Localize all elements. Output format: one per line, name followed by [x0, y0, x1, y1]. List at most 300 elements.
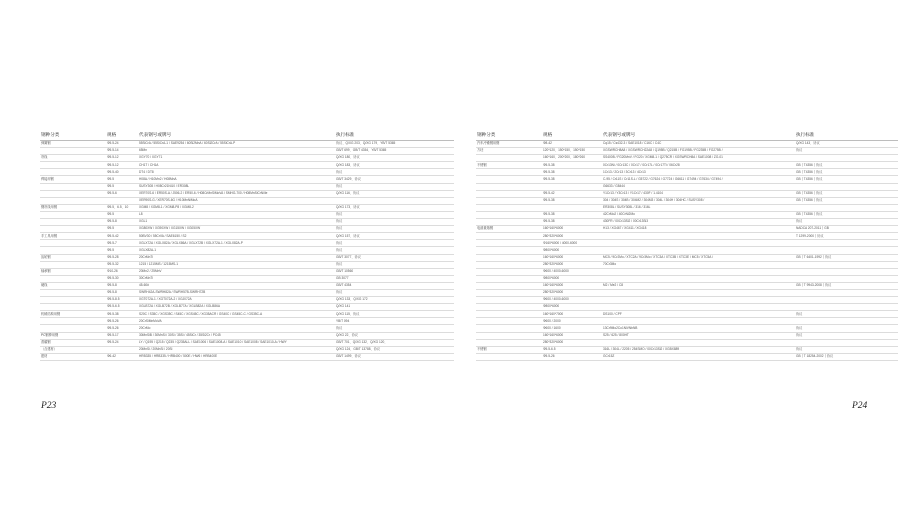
cell-standard: 协议: [335, 226, 454, 233]
cell-steel-category: 焊接用钢: [40, 176, 106, 183]
cell-standard: 协议: [335, 211, 454, 218]
cell-grade-names: XGM8 / XGM8-1 / XGM8-P8 / XGM8-2: [138, 204, 335, 211]
cell-standard: GB丨T4356丨协议: [795, 176, 898, 183]
table-row: [476, 268, 898, 275]
cell-grade-names: [602, 240, 795, 247]
cell-standard: 协议: [795, 346, 898, 353]
cell-steel-category: [476, 304, 542, 311]
cell-specification: 160*160*6000: [542, 254, 602, 261]
table-row: [476, 282, 898, 289]
cell-specification: Φ800*6000: [542, 304, 602, 311]
cell-standard: Q/XG 133、Q/XG 172: [335, 297, 454, 304]
cell-standard: [795, 339, 898, 346]
cell-grade-names: 316L / 304L / 2205 / 254SMO / 00Cr13Si2 / XGBX889: [602, 346, 795, 353]
cell-grade-names: DT4 / DT8: [138, 169, 335, 176]
cell-steel-category: [40, 162, 106, 169]
right-page: [476, 126, 890, 361]
cell-steel-category: [40, 275, 106, 282]
cell-grade-names: [602, 297, 795, 304]
cell-standard: Q/XG 141: [335, 304, 454, 311]
cell-specification: Φ5.5-8.5: [106, 297, 138, 304]
cell-specification: Φ5.5: [106, 176, 138, 183]
table-row: [40, 304, 454, 311]
table-row: [476, 183, 898, 190]
cell-steel-category: [476, 275, 542, 282]
cell-steel-category: 电渣重熔钢: [476, 226, 542, 233]
cell-steel-category: [40, 219, 106, 226]
cell-grade-names: DS100 / CPF: [602, 311, 795, 318]
cell-grade-names: XER70S-6 / ER50S-A / J506-2 / ER50-6 / H08CrMnSiMoVA / SMHG-700 / H08MnSiCrNiIIe: [138, 190, 335, 197]
table-row: [40, 197, 454, 204]
table-row: [40, 155, 454, 162]
cell-specification: Φ5.5-26: [106, 325, 138, 332]
cell-grade-names: 20Mn2 / 25MnV: [138, 268, 335, 275]
cell-standard: GB/T 699、GB/T 4354、YB/T 5365: [335, 148, 454, 155]
cell-steel-category: 汽车冷镦钢用钢: [476, 141, 542, 148]
cell-standard: 协议: [335, 247, 454, 254]
cell-specification: Φ5.5: [106, 183, 138, 190]
cell-standard: Q/XG 124、GB/T 13788、协议: [335, 346, 454, 353]
cell-grade-names: SUSY308 / H08Cr21Ni10 / ER308L: [138, 183, 335, 190]
cell-steel-category: [476, 282, 542, 289]
cell-standard: GB丨T4356丨协议: [795, 197, 898, 204]
cell-grade-names: XER90S-G / XER70S-6G / H10MnNiMoA: [138, 197, 335, 204]
cell-grade-names: XGY70 / XGY71: [138, 155, 335, 162]
cell-steel-category: [476, 325, 542, 332]
cell-grade-names: HRB335 / HRB335 / HRB400 / 500E / HW6 / HRB400E: [138, 353, 335, 360]
cell-standard: GB/T 10560: [335, 268, 454, 275]
table-row: [40, 311, 454, 318]
table-row: [476, 339, 898, 346]
cell-specification: Φ5.5-6.5: [542, 346, 602, 353]
cell-grade-names: 65Mn: [138, 148, 335, 155]
cell-standard: GB/T 3429、协议: [335, 176, 454, 183]
cell-steel-category: [40, 297, 106, 304]
cell-steel-category: [476, 240, 542, 247]
cell-grade-names: [602, 233, 795, 240]
table-row: [40, 254, 454, 261]
cell-standard: [795, 247, 898, 254]
cell-specification: 160*160*6000: [542, 282, 602, 289]
cell-specification: Φ5.5-17: [106, 332, 138, 339]
cell-standard: 协议: [795, 311, 898, 318]
cell-specification: Φ5.5: [106, 247, 138, 254]
left-page: [40, 126, 446, 361]
cell-standard: [795, 318, 898, 325]
table-row: [40, 318, 454, 325]
table-row: [40, 148, 454, 155]
cell-grade-names: GCr15Z: [602, 353, 795, 360]
table-row: [40, 211, 454, 218]
cell-steel-category: [476, 247, 542, 254]
table-row: [476, 247, 898, 254]
cell-specification: Φ5.5-40: [106, 169, 138, 176]
cell-grade-names: 30CrMnTi: [138, 275, 335, 282]
table-row: [476, 304, 898, 311]
cell-specification: 160*160*6000: [542, 332, 602, 339]
cell-steel-category: 齿轮钢: [40, 254, 106, 261]
table-header-row: [40, 126, 454, 141]
cell-specification: Φ5.5: [106, 226, 138, 233]
cell-standard: 协议: [795, 325, 898, 332]
cell-grade-names: LY / Q195 / Q215 / Q235 / Q235ALL / SAE1006 / SAE1008-A / SAE1010 / SAE1008 / SAE1010-A / HWY: [138, 339, 335, 346]
table-row: [476, 197, 898, 204]
page-number-left: P23: [41, 401, 57, 411]
cell-standard: 协议: [795, 219, 898, 226]
cell-grade-names: H13 / XG467 / XG411 / XG418: [602, 226, 795, 233]
cell-standard: [795, 268, 898, 275]
cell-standard: [795, 304, 898, 311]
cell-grade-names: 45-60#: [138, 282, 335, 289]
cell-grade-names: Cq15 / Cs432-3 / SAE1018 / C16C / C4C: [602, 141, 795, 148]
cell-standard: 协议: [335, 325, 454, 332]
cell-steel-category: [40, 325, 106, 332]
header-grade-names: 代表钢号或牌号: [138, 126, 335, 141]
table-body-right: [476, 141, 898, 361]
cell-steel-category: [476, 353, 542, 360]
header-steel-category: 钢种分类: [40, 126, 106, 141]
table-row: [40, 289, 454, 296]
cell-specification: Φ600 / 4000-6000: [542, 268, 602, 275]
cell-grade-names: 20CrSiMnMoVA: [138, 318, 335, 325]
cell-grade-names: S20C / S35C / XGS35C / S45C / XGS45C / XG35ACR / GS40C / GS45C-C / GS35C-A: [138, 311, 335, 318]
table-row: [476, 311, 898, 318]
cell-steel-category: [40, 247, 106, 254]
table-row: [40, 204, 454, 211]
cell-standard: GB丨T 6401-1992丨协议: [795, 254, 898, 261]
cell-grade-names: [602, 289, 795, 296]
header-standard: 执行标准: [795, 126, 898, 141]
cell-steel-category: [476, 289, 542, 296]
cell-specification: Φ5.5-6: [106, 190, 138, 197]
cell-grade-names: G6633 / G8444: [602, 183, 795, 190]
cell-standard: 协议: [335, 183, 454, 190]
steel-grade-table-left: [40, 126, 454, 361]
cell-standard: Q/XG 115、协议: [335, 311, 454, 318]
cell-steel-category: [476, 219, 542, 226]
cell-standard: Q/XG 143、协议: [795, 141, 898, 148]
cell-standard: Q/XG 157、协议: [335, 233, 454, 240]
table-row: [476, 275, 898, 282]
cell-specification: Φ5.5-8: [106, 282, 138, 289]
cell-steel-category: [476, 169, 542, 176]
cell-steel-category: [476, 297, 542, 304]
cell-steel-category: [40, 289, 106, 296]
cell-specification: Φ600 / 2000: [542, 318, 602, 325]
table-row: [476, 261, 898, 268]
cell-steel-category: （含建材）: [40, 346, 106, 353]
cell-standard: GB丨T4356丨协议: [795, 162, 898, 169]
cell-grade-names: 430FR / 00Cr13Si2 / 00Cr13Si3: [602, 219, 795, 226]
cell-specification: 280*320*6000: [542, 233, 602, 240]
cell-standard: 协议: [335, 169, 454, 176]
cell-standard: [795, 289, 898, 296]
table-row: [476, 155, 898, 162]
table-row: [476, 332, 898, 339]
table-row: [476, 162, 898, 169]
cell-grade-names: [602, 247, 795, 254]
cell-steel-category: 帘线: [40, 155, 106, 162]
cell-standard: 协议: [335, 289, 454, 296]
cell-grade-names: XGLX82A-1: [138, 247, 335, 254]
header-grade-names: 代表钢号或牌号: [602, 126, 795, 141]
cell-standard: 协议: [795, 148, 898, 155]
cell-grade-names: XGLX72A / XGLX82A / XGLX86A / XGLX72B / XGLX72A-1 / XGLX82A-P: [138, 240, 335, 247]
cell-steel-category: 弹簧钢: [40, 141, 106, 148]
cell-steel-category: [476, 268, 542, 275]
cell-standard: [795, 240, 898, 247]
cell-specification: Φ5.5-26: [542, 353, 602, 360]
cell-steel-category: [476, 318, 542, 325]
table-row: [476, 204, 898, 211]
cell-standard: [335, 197, 454, 204]
table-row: [476, 353, 898, 360]
cell-steel-category: [40, 169, 106, 176]
cell-grade-names: Y1Cr13 / Y3Cr13 / Y1Cr17 / 430F / 1.4104: [602, 190, 795, 197]
cell-grade-names: SWRH42A-SWRH82A / SWRH57B-SWRH72B: [138, 289, 335, 296]
table-header-row: [476, 126, 898, 141]
cell-standard: GB/T 1499、协议: [335, 353, 454, 360]
cell-standard: [795, 155, 898, 162]
cell-grade-names: [602, 318, 795, 325]
cell-steel-category: [40, 211, 106, 218]
cell-grade-names: [602, 275, 795, 282]
cell-standard: GB丨T 18254-2002丨协议: [795, 353, 898, 360]
header-standard: 执行标准: [335, 126, 454, 141]
cell-steel-category: 不锈钢: [476, 162, 542, 169]
cell-steel-category: [40, 261, 106, 268]
cell-steel-category: [476, 254, 542, 261]
table-row: [476, 233, 898, 240]
table-row: [40, 346, 454, 353]
cell-steel-category: 建材: [40, 353, 106, 360]
cell-standard: 协议: [335, 261, 454, 268]
cell-specification: Φ800*6000: [542, 247, 602, 254]
table-row: [476, 219, 898, 226]
cell-grade-names: [602, 268, 795, 275]
header-specification: 规格: [106, 126, 138, 141]
table-row: [476, 226, 898, 233]
cell-grade-names: 55SiCrA / 55SiCrA-1 / SAE9254 / 60Si2MnA / 60Si2CrA / 55SiCrA-P: [138, 141, 335, 148]
cell-grade-names: 20MnSi / 20MnSi / 20Si: [138, 346, 335, 353]
cell-specification: [106, 346, 138, 353]
cell-standard: T 1299-2000丨协议: [795, 233, 898, 240]
cell-steel-category: [40, 148, 106, 155]
cell-steel-category: [40, 240, 106, 247]
cell-specification: Φ5.5-38: [542, 162, 602, 169]
table-row: [40, 339, 454, 346]
cell-specification: Φ5.5-42: [542, 190, 602, 197]
cell-steel-category: [476, 311, 542, 318]
table-row: [40, 332, 454, 339]
cell-standard: 协议: [795, 332, 898, 339]
cell-steel-category: PC钢棒用钢: [40, 332, 106, 339]
cell-steel-category: [476, 155, 542, 162]
cell-steel-category: [476, 190, 542, 197]
cell-specification: Φ5.5-14: [106, 148, 138, 155]
cell-standard: GB丨T4356丨协议: [795, 169, 898, 176]
cell-standard: GB/T 701、Q/XG 132、Q/XG 120、: [335, 339, 454, 346]
cell-steel-category: [476, 261, 542, 268]
header-specification: 规格: [542, 126, 602, 141]
cell-specification: Φ600 / 1600: [542, 325, 602, 332]
cell-steel-category: [476, 204, 542, 211]
cell-specification: Φ5.5-38: [542, 211, 602, 218]
cell-standard: 协议: [335, 240, 454, 247]
cell-specification: [542, 204, 602, 211]
table-row: [476, 176, 898, 183]
cell-specification: 120*120、150*150、150*150: [542, 148, 602, 155]
cell-specification: Φ5.5-24: [106, 339, 138, 346]
table-row: [476, 325, 898, 332]
table-row: [476, 190, 898, 197]
cell-specification: 280*320*6000: [542, 289, 602, 296]
cell-specification: Φ160*6000 / 4000-6000: [542, 240, 602, 247]
table-row: [40, 325, 454, 332]
cell-grade-names: [602, 339, 795, 346]
cell-specification: Φ5.5-12: [106, 155, 138, 162]
cell-standard: 协议: [335, 219, 454, 226]
cell-specification: Φ5.5: [106, 211, 138, 218]
cell-specification: Φ5.5-24: [106, 141, 138, 148]
cell-standard: [795, 183, 898, 190]
cell-grade-names: 42CrMo2 / 40CrNi2Mo: [602, 211, 795, 218]
cell-steel-category: [40, 318, 106, 325]
header-steel-category: 钢种分类: [476, 126, 542, 141]
table-row: [40, 233, 454, 240]
cell-standard: YB/T 094: [335, 318, 454, 325]
table-row: [40, 353, 454, 360]
cell-grade-names: CH1T / CH1A: [138, 162, 335, 169]
cell-steel-category: 硬线: [40, 282, 106, 289]
cell-standard: GB丨T4356丨协议: [795, 190, 898, 197]
cell-steel-category: [476, 332, 542, 339]
cell-steel-category: [40, 197, 106, 204]
cell-steel-category: [40, 183, 106, 190]
cell-specification: Φ5.5-6.5: [106, 304, 138, 311]
steel-grade-table-right: [476, 126, 898, 361]
cell-steel-category: [40, 226, 106, 233]
cell-steel-category: 不锈钢: [476, 346, 542, 353]
cell-specification: 280*320*6000: [542, 339, 602, 346]
cell-steel-category: [476, 197, 542, 204]
table-row: [476, 240, 898, 247]
cell-steel-category: [476, 176, 542, 183]
cell-grade-names: M2 / Me2 / C8: [602, 282, 795, 289]
cell-standard: Q/XG 22、协议: [335, 332, 454, 339]
table-row: [40, 226, 454, 233]
table-row: [40, 297, 454, 304]
cell-specification: Φ5.5-38: [542, 219, 602, 226]
cell-grade-names: 70Cr3Mo: [602, 261, 795, 268]
cell-specification: 160*160、200*200、180*260: [542, 155, 602, 162]
table-row: [40, 240, 454, 247]
cell-standard: GB/T 4354: [335, 282, 454, 289]
cell-specification: Φ5.5、6.5、10: [106, 204, 138, 211]
cell-grade-names: S25 / 625 / 800HT: [602, 332, 795, 339]
cell-standard: [795, 297, 898, 304]
cell-grade-names: 1215 / 1215MS / 1215MS-1: [138, 261, 335, 268]
cell-standard: GB 3077: [335, 275, 454, 282]
cell-grade-names: XGL1: [138, 219, 335, 226]
cell-steel-category: 钢帘线用钢: [40, 204, 106, 211]
cell-specification: Φ5.5-30: [106, 275, 138, 282]
cell-specification: Φ5.5-8: [106, 219, 138, 226]
cell-standard: Q/XG 116、协议: [335, 190, 454, 197]
table-row: [476, 148, 898, 155]
cell-specification: Φ5.5-38: [542, 197, 602, 204]
cell-steel-category: [476, 211, 542, 218]
cell-steel-category: [476, 233, 542, 240]
table-row: [476, 254, 898, 261]
cell-grade-names: 13Cr9Mo2Co1NiVNbNB: [602, 325, 795, 332]
cell-standard: Q/XG 183、协议: [335, 162, 454, 169]
cell-grade-names: 1Cr13 / 2Cr13 / 3Cr13 / 4Cr13: [602, 169, 795, 176]
table-row: [40, 282, 454, 289]
cell-specification: Φ5.5-38: [542, 169, 602, 176]
cell-grade-names: L8: [138, 211, 335, 218]
table-row: [476, 169, 898, 176]
cell-steel-category: 机械结构用钢: [40, 311, 106, 318]
cell-specification: Φ5.5-12: [106, 162, 138, 169]
cell-grade-names: C-95 / Cr11S / Cr11S-L / G5722 / G7624 / G7724 / G6611 / G7494 / G7634 / G7494 /: [602, 176, 795, 183]
cell-standard: NADCA 207-2011丨GB: [795, 226, 898, 233]
cell-standard: Q/XG 173、协议: [335, 204, 454, 211]
table-row: [476, 346, 898, 353]
cell-specification: 280*320*6000: [542, 261, 602, 268]
cell-specification: [542, 183, 602, 190]
table-row: [476, 211, 898, 218]
cell-specification: Φ5.5-7: [106, 240, 138, 247]
cell-grade-names: ER308L / SUSY308L / 316 / 316L: [602, 204, 795, 211]
cell-grade-names: 50BV30 / 55CrVA / SAE6150 / S2: [138, 233, 335, 240]
table-row: [40, 261, 454, 268]
table-row: [40, 162, 454, 169]
cell-specification: Φ10-26: [106, 268, 138, 275]
cell-specification: Φ8-42: [542, 141, 602, 148]
cell-specification: Φ5.5-38: [106, 311, 138, 318]
cell-specification: Φ600 / 4000-6000: [542, 297, 602, 304]
cell-specification: Φ5.5-42: [106, 233, 138, 240]
cell-standard: [795, 275, 898, 282]
table-row: [40, 268, 454, 275]
table-row: [40, 247, 454, 254]
cell-standard: [795, 204, 898, 211]
cell-standard: Q/XG 180、协议: [335, 155, 454, 162]
cell-steel-category: 普碳钢: [40, 339, 106, 346]
cell-grade-names: XGSWRCH8A8 / XGSWRCH22A8 / Q195B / Q215B / FG195B / FG235B / FG275B /: [602, 148, 795, 155]
cell-specification: 160*160*6000: [542, 226, 602, 233]
cell-specification: Φ5.5-38: [542, 176, 602, 183]
table-row: [40, 183, 454, 190]
cell-steel-category: 轴承钢: [40, 268, 106, 275]
cell-grade-names: MC5 / 9Cr2Mo / XTC2A / 9Cr3Mo / XTC3A / XTC3B / XTC3E / MC5 / XTC5A /: [602, 254, 795, 261]
cell-grade-names: XGLB72A / XGLB72B / XGLB77A / XGLB82A / XGLB86A: [138, 304, 335, 311]
table-row: [476, 141, 898, 148]
cell-specification: Φ5.5-28: [106, 254, 138, 261]
cell-steel-category: [40, 190, 106, 197]
table-row: [40, 176, 454, 183]
table-row: [476, 297, 898, 304]
table-body-left: [40, 141, 454, 361]
cell-steel-category: 手工具用钢: [40, 233, 106, 240]
cell-grade-names: SS400B / FG20MnV / FG20 / XGM8-1 / Q275CR / XGSWRCH8A / SAE1008 / ZG-01: [602, 155, 795, 162]
page-number-right: P24: [852, 401, 868, 411]
cell-grade-names: XG80XW / XG90XW / XG15XW / XG05XW: [138, 226, 335, 233]
cell-standard: 协议、Q/XG 203、Q/XG 179、YB/T 5365: [335, 141, 454, 148]
cell-specification: Φ5.5-8: [106, 289, 138, 296]
cell-grade-names: XGT072A-1 / XGT072A-2 / XGJ072A: [138, 297, 335, 304]
